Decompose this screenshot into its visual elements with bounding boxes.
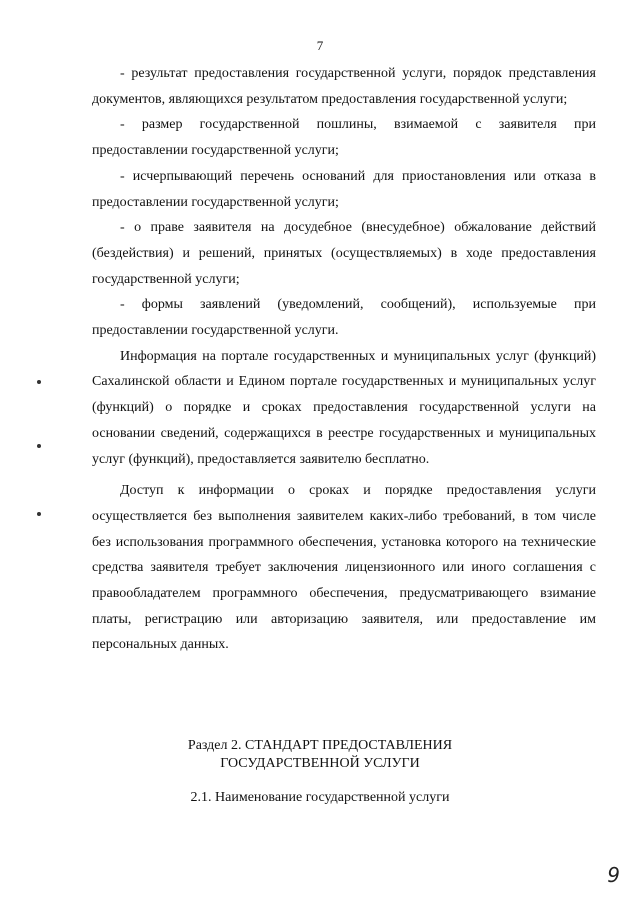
handwritten-page-mark: 9 [607, 863, 620, 887]
list-item-fee: - размер государственной пошлины, взимаемой с заявителя при предоставлении государственной услуги; [92, 117, 596, 159]
body-text [92, 61, 596, 658]
list-item-appeal: - о праве заявителя на досудебное (внесудебное) обжалование действий (бездействия) и решений, принятых (осуществляемых) в ходе предоставления государственной услуги; [92, 220, 596, 287]
margin-dot [37, 444, 41, 448]
list-item-grounds: - исчерпывающий перечень оснований для приостановления или отказа в предоставлении государственной услуги; [92, 168, 596, 210]
margin-dot [37, 380, 41, 384]
subsection-heading: 2.1. Наименование государственной услуги [190, 790, 450, 805]
section-heading-line1: Раздел 2. СТАНДАРТ ПРЕДОСТАВЛЕНИЯ [187, 738, 453, 753]
paragraph-access: Доступ к информации о сроках и порядке предоставления услуги осуществляется без выполнения заявителем каких-либо требований, в том числе без использования программного обеспечения, установка которого на технические средства заявителя требует заключения лицензионного или иного соглашения с правообладателем программного обеспечения, предусматривающего взимание платы, регистрацию или авторизацию заявителя, или предоставление им персональных данных. [92, 483, 596, 653]
list-item-forms: - формы заявлений (уведомлений, сообщений), используемые при предоставлении государственной услуги. [92, 297, 596, 339]
list-item-result: - результат предоставления государственной услуги, порядок представления документов, являющихся результатом предоставления государственной услуги; [92, 66, 596, 107]
paragraph-portal-info: Информация на портале государственных и муниципальных услуг (функций) Сахалинской области и Едином портале государственных и муниципальных услуг (функций) о порядке и сроках предоставления государственной услуги на основании сведений, содержащихся в реестре государственных и муниципальных услуг (функций), предоставляется заявителю бесплатно. [92, 348, 596, 467]
section-heading-line2: ГОСУДАРСТВЕННОЙ УСЛУГИ [220, 756, 420, 771]
page-number: 7 [316, 38, 324, 53]
section-heading [0, 737, 640, 773]
margin-dot [37, 512, 41, 516]
